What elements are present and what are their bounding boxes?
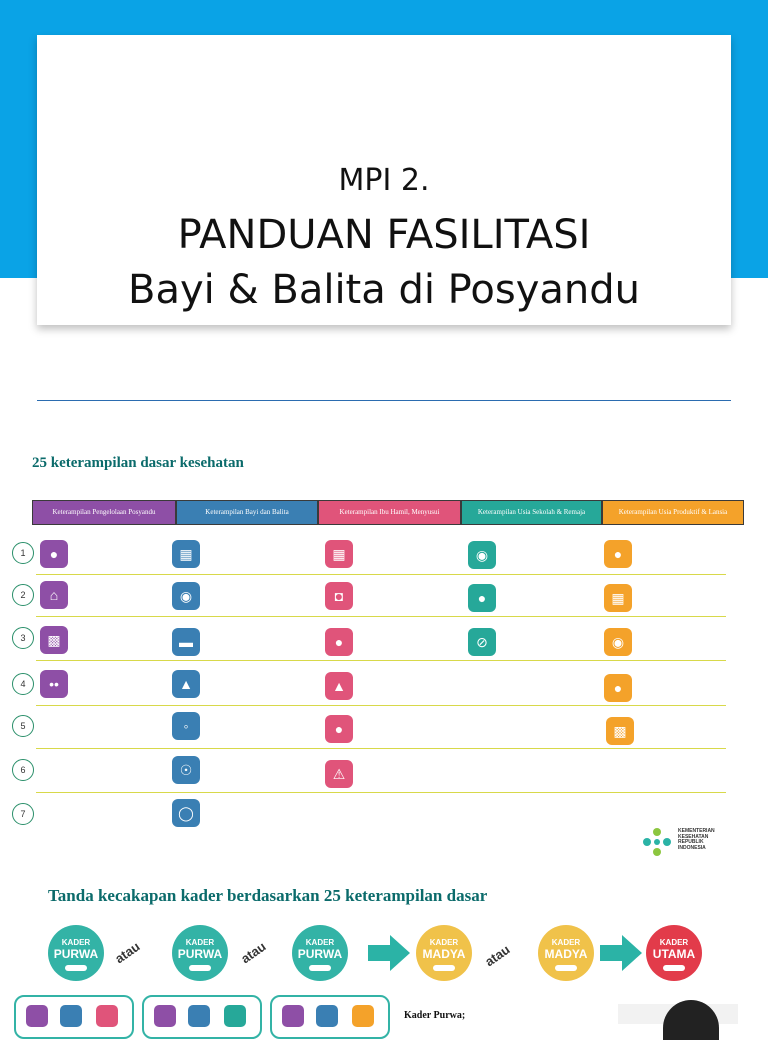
vitamin-icon: ◦	[172, 712, 200, 740]
skill-set-chip	[270, 995, 390, 1039]
kemenkes-logo-text: KEMENTERIAN KESEHATAN REPUBLIK INDONESIA	[678, 828, 715, 851]
divider	[37, 400, 731, 401]
atau-label: atau	[238, 938, 269, 967]
arrow-right-icon	[368, 933, 412, 973]
diabetes-icon: ●	[604, 674, 632, 702]
weighing-scale-icon: ▬	[172, 628, 200, 656]
title-card	[37, 35, 731, 325]
row-separator	[36, 660, 726, 661]
row-number: 5	[12, 715, 34, 737]
germas-icon: ●	[604, 540, 632, 568]
family-planning-icon: ▩	[606, 717, 634, 745]
thermometer-icon: ◯	[172, 799, 200, 827]
kader-madya-badge: KADER MADYA	[416, 925, 472, 981]
breastfeeding-icon: ◉	[172, 582, 200, 610]
atau-label: atau	[482, 941, 513, 970]
kader-purwa-badge: KADER PURWA	[48, 925, 104, 981]
kia-book-icon: ▦	[172, 540, 200, 568]
title-line-1: MPI 2.	[338, 163, 430, 198]
danger-sign-icon: ⚠	[325, 760, 353, 788]
row-separator	[36, 792, 726, 793]
kemenkes-logo-icon	[640, 825, 674, 859]
disease-icon: ▦	[604, 584, 632, 612]
kader-purwa-badge: KADER PURWA	[292, 925, 348, 981]
phone-record-icon: ▩	[40, 626, 68, 654]
row-separator	[36, 574, 726, 575]
immunization-icon: ☉	[172, 756, 200, 784]
row-number: 3	[12, 627, 34, 649]
weight-chart-icon: ▲	[325, 672, 353, 700]
column-header-ibu-hamil: Keterampilan Ibu Hamil, Menyusui	[318, 500, 461, 525]
blood-drop-icon: ●	[325, 715, 353, 743]
row-separator	[36, 616, 726, 617]
column-header-posyandu: Keterampilan Pengelolaan Posyandu	[32, 500, 176, 525]
food-plate-icon: ◘	[325, 582, 353, 610]
home-visit-icon: ⌂	[40, 581, 68, 609]
growth-chart-icon: ▲	[172, 670, 200, 698]
kader-utama-badge: KADER UTAMA	[646, 925, 702, 981]
kia-book-mother-icon: ▦	[325, 540, 353, 568]
column-header-bayi-balita: Keterampilan Bayi dan Balita	[176, 500, 318, 525]
row-number: 7	[12, 803, 34, 825]
kader-madya-badge: KADER MADYA	[538, 925, 594, 981]
column-header-usia-produktif: Keterampilan Usia Produktif & Lansia	[602, 500, 744, 525]
kader-purwa-note: Kader Purwa;	[404, 1010, 466, 1021]
row-number: 1	[12, 542, 34, 564]
chat-icon: ••	[40, 670, 68, 698]
skill-set-chip	[14, 995, 134, 1039]
row-separator	[36, 748, 726, 749]
skill-set-chip	[142, 995, 262, 1039]
row-separator	[36, 705, 726, 706]
row-number: 6	[12, 759, 34, 781]
row-number: 2	[12, 584, 34, 606]
blood-drop-teal-icon: ●	[468, 584, 496, 612]
elderly-screening-icon: ◉	[604, 628, 632, 656]
row-number: 4	[12, 673, 34, 695]
column-header-usia-sekolah: Keterampilan Usia Sekolah & Remaja	[461, 500, 602, 525]
title-line-2: PANDUAN FASILITASI	[177, 212, 591, 258]
kader-purwa-badge: KADER PURWA	[172, 925, 228, 981]
arrow-right-icon	[600, 933, 644, 973]
pregnancy-check-icon: ●	[325, 628, 353, 656]
no-smoking-icon: ⊘	[468, 628, 496, 656]
atau-label: atau	[112, 938, 143, 967]
skills-heading: 25 keterampilan dasar kesehatan	[32, 455, 244, 471]
plate-fork-icon: ◉	[468, 541, 496, 569]
tanda-heading: Tanda kecakapan kader berdasarkan 25 keterampilan dasar	[48, 886, 488, 905]
title-line-3: Bayi & Balita di Posyandu	[128, 267, 640, 313]
posyandu-manage-icon: ●	[40, 540, 68, 568]
